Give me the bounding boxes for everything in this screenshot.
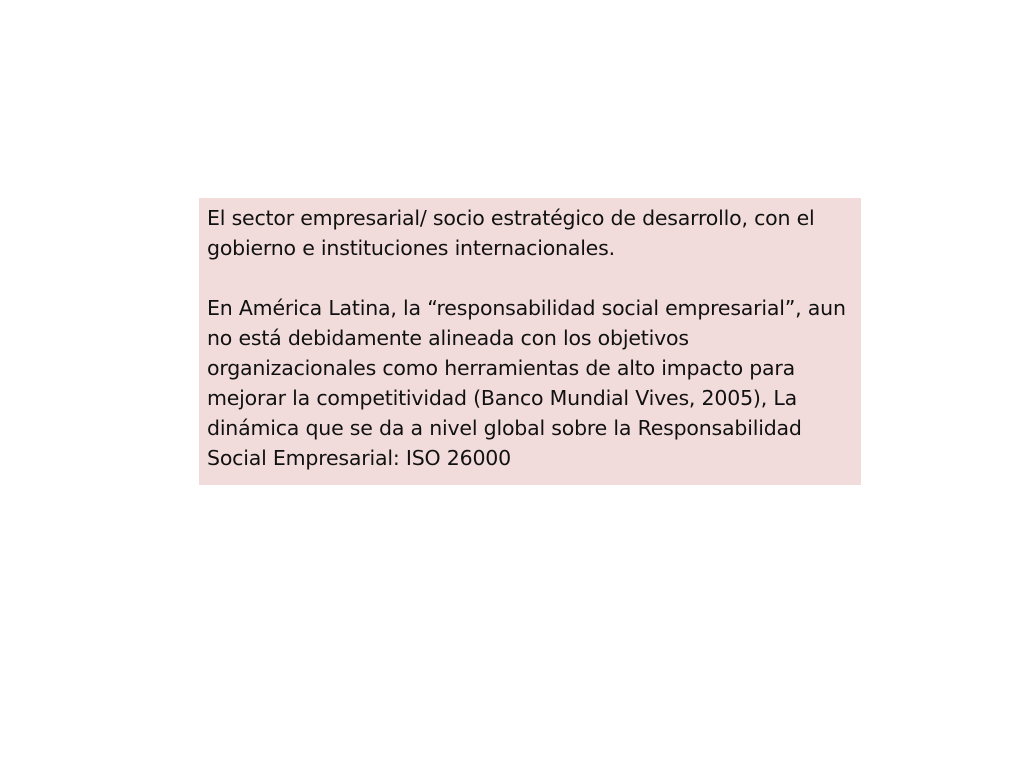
paragraph-1: El sector empresarial/ socio estratégico de desarrollo, con el gobierno e instituciones internacionales. bbox=[207, 206, 815, 260]
paragraph-spacer bbox=[207, 263, 853, 293]
paragraph-2: En América Latina, la “responsabilidad social empresarial”, aun no está debidamente alineada con los objetivos organizacionales como herramientas de alto impacto para mejorar la competitividad (Banco Mundial Vives, 2005), La dinámica que se da a nivel global sobre la Responsabilidad Social Empresarial: ISO 26000 bbox=[207, 296, 846, 470]
slide-text-box bbox=[199, 198, 861, 485]
